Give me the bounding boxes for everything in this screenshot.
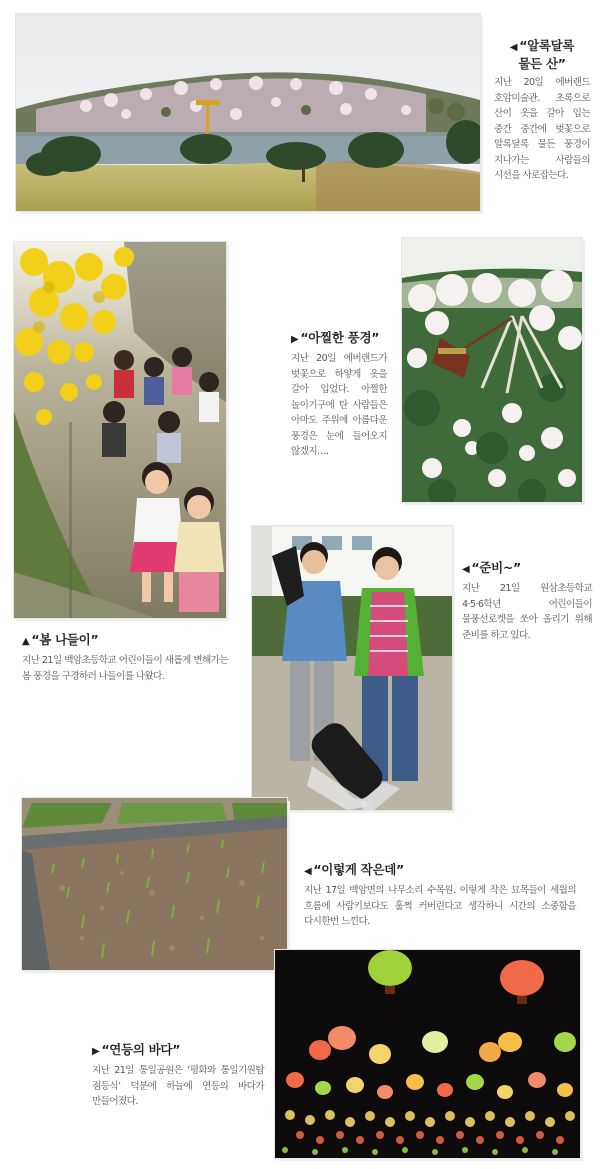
caption-body: 지난 20일 에버랜드 호암미술관. 초록으로 산이 옷을 갈아 입는 중간 중간에 벚꽃으로 알록달록 물든 풍경이 지나가는 사람들의 시선을 사로잡는다. (494, 77, 590, 181)
photo-lanterns (275, 950, 580, 1158)
caption-prepare (462, 560, 592, 643)
photo-rocket (252, 526, 452, 810)
caption-body: 지난 21일 원삼초등학교 4·5·6학년 어린이들이 물풍선로켓을 쏘아 올리기 위해 준비를 하고 있다. (462, 583, 592, 641)
caption-title: “준비~” (471, 560, 521, 575)
caption-arrow-icon: ▶ (291, 334, 299, 345)
caption-body: 지난 21일 백암초등학교 어린이들이 새롭게 변해가는 봄 풍경을 구경하러 나들이를 나왔다. (22, 655, 228, 682)
caption-title: “이렇게 작은데” (313, 862, 404, 877)
caption-outing (22, 632, 228, 684)
caption-arrow-icon: ◀ (509, 42, 518, 53)
photo-mountain (16, 14, 480, 211)
caption-lanterns (92, 1042, 264, 1110)
caption-arrow-icon: ▲ (22, 636, 30, 647)
caption-scene (291, 330, 387, 460)
caption-body: 지난 17일 백암면의 나무소리 수목원. 이렇게 작은 묘목들이 세월의 흐름에 사람키보다도 훌쩍 커버린다고 생각하니 시간의 소중함을 다시한번 느낀다. (304, 885, 576, 927)
caption-arrow-icon: ▶ (92, 1046, 100, 1057)
caption-small (304, 862, 576, 930)
caption-title: “알록달록 (519, 38, 575, 53)
caption-title: “연등의 바다” (101, 1042, 181, 1057)
caption-title: “아찔한 풍경” (300, 330, 380, 345)
caption-title: “봄 나들이” (31, 632, 99, 647)
caption-body: 지난 21일 통일공원은 ‘평화와 통일기원탑 점등식’ 덕분에 하늘에 연등의 바다가 만들어졌다. (92, 1065, 264, 1107)
caption-arrow-icon: ◀ (462, 564, 470, 575)
caption-body: 지난 20일 에버랜드가 벚꽃으로 하얗게 옷을 갈아 입었다. 아찔한 놀이기구에 탄 사람들은 아마도 주위에 아름다운 풍경은 눈에 들어오지 않겠지…. (291, 353, 387, 457)
caption-title-line2: 물든 산” (518, 56, 566, 71)
photo-seedlings (22, 798, 287, 970)
caption-arrow-icon: ◀ (304, 866, 312, 877)
photo-ride (402, 238, 582, 502)
caption-mountain (494, 38, 590, 184)
photo-children (14, 242, 226, 618)
